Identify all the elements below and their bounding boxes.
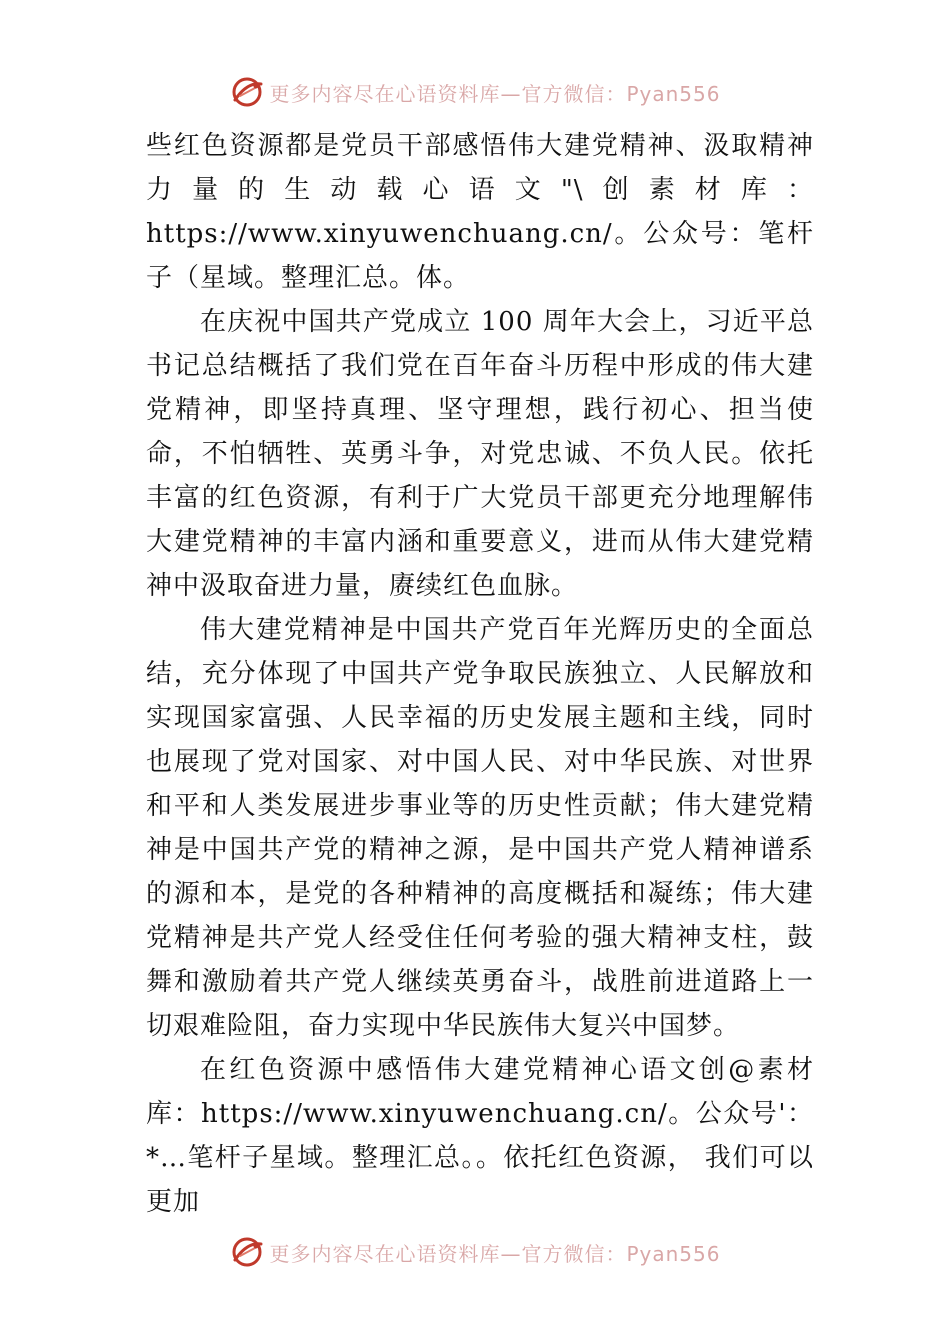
footer-banner [0,1232,950,1272]
header-banner [0,72,950,112]
paragraph-party-spirit-summary: 在庆祝中国共产党成立 100 周年大会上，习近平总书记总结概括了我们党在百年奋斗历程中形成的伟大建党精神，即坚持真理、坚守理想，践行初心、担当使命，不怕牺牲、英勇斗争，对党忠诚、不负人民。依托丰富的红色资源，有利于广大党员干部更充分地理解伟大建党精神的丰富内涵和重要意义，进而从伟大建党精神中汲取奋进力量，赓续红色血脉。 [146,307,814,601]
paragraph-continuation: 些红色资源都是党员干部感悟伟大建党精神、汲取精神力量的生动载心语文"\创素材库：https://www.xinyuwenchuang.cn/。公众号：笔杆子（星域。整理汇总。体。 [146,131,814,293]
header-banner-text: 更多内容尽在心语资料库—官方微信：Pyan556 [269,81,721,106]
brush-swirl-logo-icon [229,74,265,110]
document-body [146,124,814,1224]
paragraph-party-spirit-significance: 伟大建党精神是中国共产党百年光辉历史的全面总结，充分体现了中国共产党争取民族独立、人民解放和实现国家富强、人民幸福的历史发展主题和主线，同时也展现了党对国家、对中国人民、对中华民族、对世界和平和人类发展进步事业等的历史性贡献；伟大建党精神是中国共产党的精神之源，是中国共产党人精神谱系的源和本，是党的各种精神的高度概括和凝练；伟大建党精神是共产党人经受住任何考验的强大精神支柱，鼓舞和激励着共产党人继续英勇奋斗，战胜前进道路上一切艰难险阻，奋力实现中华民族伟大复兴中国梦。 [146,615,814,1041]
brush-swirl-logo-icon [229,1234,265,1270]
footer-banner-text: 更多内容尽在心语资料库—官方微信：Pyan556 [269,1241,721,1266]
paragraph-red-resources: 在红色资源中感悟伟大建党精神心语文创@素材库：https://www.xinyuwenchuang.cn/。公众号'：*…笔杆子星域。整理汇总。。依托红色资源， 我们可以更加 [146,1055,814,1217]
